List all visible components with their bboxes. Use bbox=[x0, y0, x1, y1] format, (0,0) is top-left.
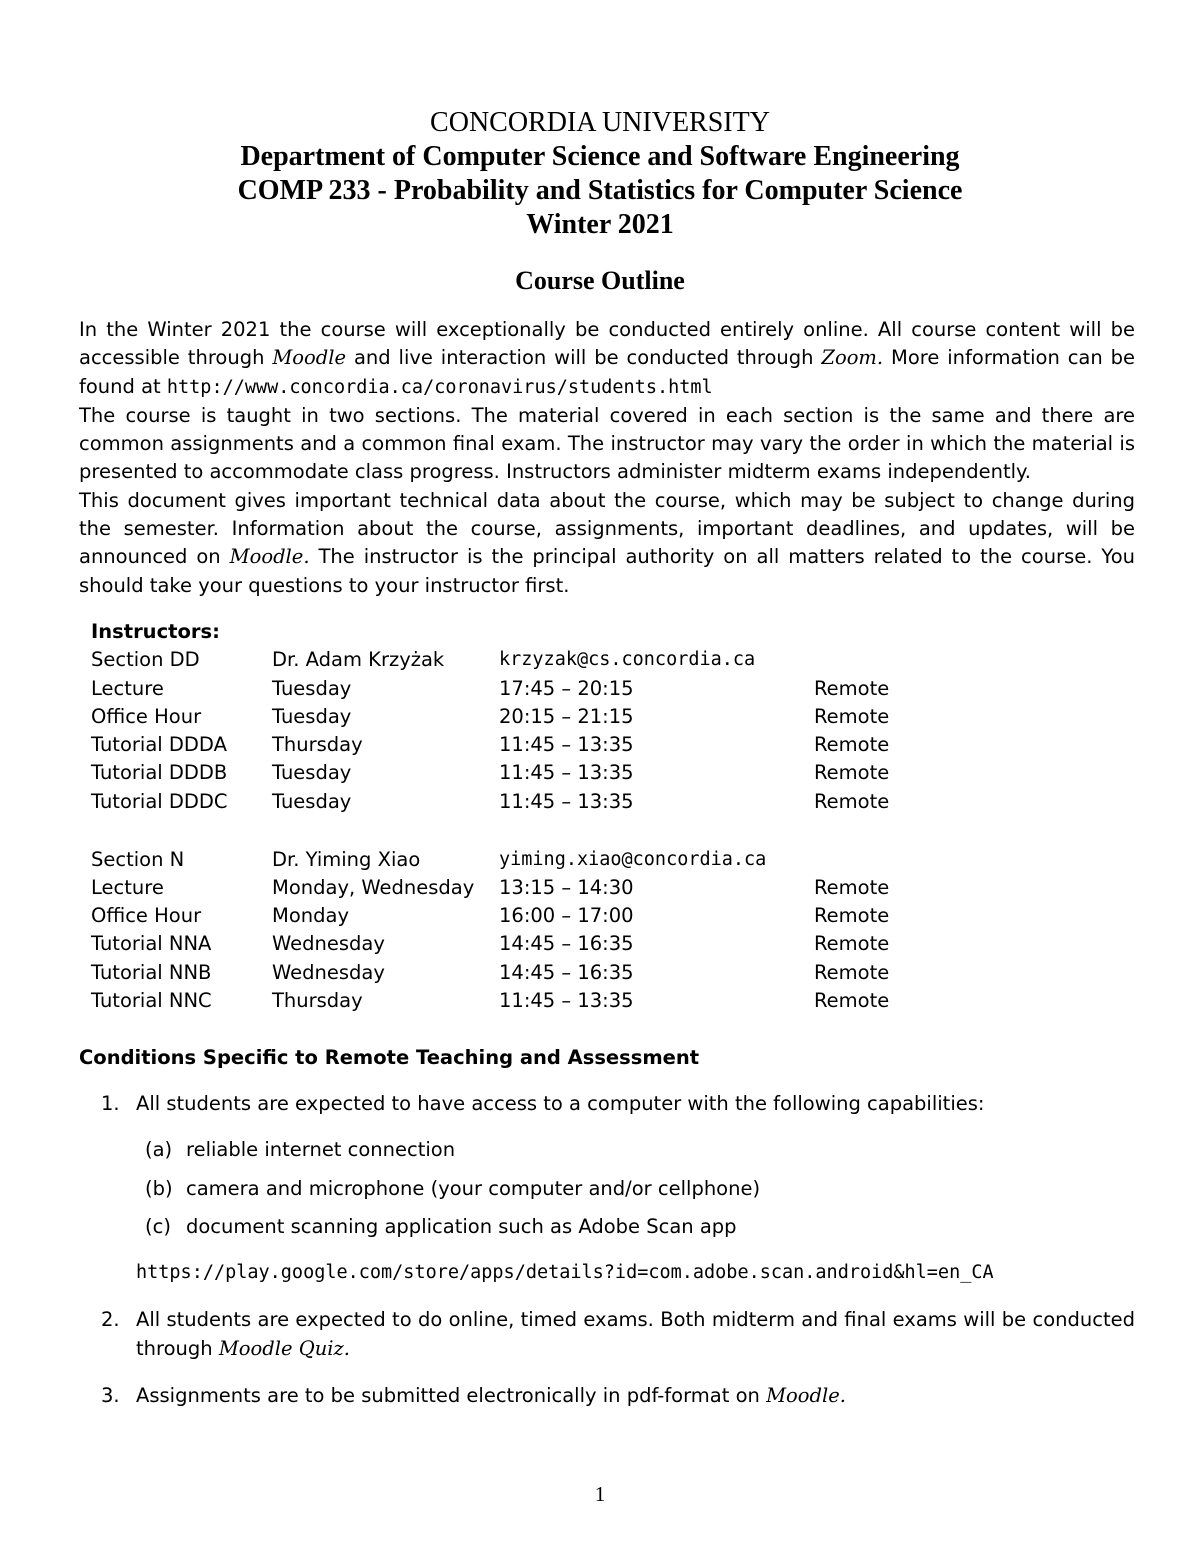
moodle-term: Moodle. bbox=[229, 545, 310, 569]
session-type: Tutorial DDDA bbox=[91, 733, 227, 757]
session-type: Tutorial NNA bbox=[91, 932, 212, 956]
empty-cell bbox=[814, 846, 914, 874]
schedule-row bbox=[91, 703, 914, 731]
session-day: Tuesday bbox=[272, 704, 352, 728]
schedule-row bbox=[91, 759, 914, 787]
moodle-term: Moodle. bbox=[766, 1384, 846, 1408]
item-number: 3. bbox=[101, 1384, 120, 1408]
session-day: Tuesday bbox=[272, 789, 352, 813]
schedule-row bbox=[91, 788, 914, 816]
moodle-quiz-term: Moodle Quiz. bbox=[218, 1336, 350, 1360]
condition-item-1 bbox=[79, 1090, 1135, 1118]
schedule-row bbox=[91, 987, 914, 1015]
section-label: Section N bbox=[91, 847, 185, 871]
term: Winter 2021 bbox=[526, 209, 674, 240]
university-name: CONCORDIA UNIVERSITY bbox=[430, 107, 770, 138]
session-time: 20:15 – 21:15 bbox=[499, 704, 634, 728]
course-title: COMP 233 - Probability and Statistics for Computer Science bbox=[237, 175, 963, 206]
session-mode: Remote bbox=[814, 733, 890, 757]
instructors-title: Instructors: bbox=[91, 620, 220, 643]
sub-text: camera and microphone (your computer and/or cellphone) bbox=[186, 1176, 761, 1200]
sub-label: (a) bbox=[145, 1138, 173, 1162]
instructor-email[interactable]: yiming.xiao@concordia.ca bbox=[499, 848, 767, 870]
page-number: 1 bbox=[594, 1482, 606, 1506]
schedule-table bbox=[91, 646, 914, 1015]
session-time: 17:45 – 20:15 bbox=[499, 676, 634, 700]
condition-item-2 bbox=[79, 1306, 1135, 1363]
intro-text: In the Winter 2021 the course will exceptionally be conducted entirely online. All course content will be accessible through bbox=[79, 318, 1135, 370]
item-text: All students are expected to do online, timed exams. Both midterm and final exams will be conducted through bbox=[136, 1308, 1135, 1360]
session-mode: Remote bbox=[814, 761, 890, 785]
schedule-row bbox=[91, 930, 914, 958]
session-time: 11:45 – 13:35 bbox=[499, 989, 634, 1013]
session-mode: Remote bbox=[814, 704, 890, 728]
sub-text: reliable internet connection bbox=[186, 1138, 456, 1162]
schedule-row bbox=[91, 731, 914, 759]
session-time: 14:45 – 16:35 bbox=[499, 960, 634, 984]
session-mode: Remote bbox=[814, 989, 890, 1013]
instructor-name: Dr. Yiming Xiao bbox=[272, 847, 421, 871]
session-day: Wednesday bbox=[272, 932, 385, 956]
intro-text: More information can be found at bbox=[79, 346, 1135, 398]
session-mode: Remote bbox=[814, 932, 890, 956]
session-time: 14:45 – 16:35 bbox=[499, 932, 634, 956]
session-type: Tutorial NNC bbox=[91, 989, 212, 1013]
coronavirus-info-link[interactable]: http://www.concordia.ca/coronavirus/students.html bbox=[166, 376, 713, 398]
capability-item bbox=[79, 1136, 1135, 1164]
item-text: Assignments are to be submitted electronically in pdf-format on bbox=[136, 1384, 767, 1408]
session-mode: Remote bbox=[814, 676, 890, 700]
empty-cell bbox=[814, 646, 914, 674]
item-text: All students are expected to have access to a computer with the following capabilities: bbox=[136, 1092, 985, 1115]
intro-section bbox=[79, 316, 1135, 600]
session-type: Lecture bbox=[91, 676, 164, 700]
intro-text: This document gives important technical data about the course, which may be subject to change during the semester. Information about the course, assignments, important deadlines, and updates, will be announced on bbox=[79, 488, 1135, 569]
session-type: Lecture bbox=[91, 875, 164, 899]
schedule-row bbox=[91, 959, 914, 987]
sub-label: (b) bbox=[145, 1176, 173, 1200]
instructors-section bbox=[91, 618, 914, 1015]
section-header-row bbox=[91, 846, 914, 874]
session-day: Thursday bbox=[272, 989, 363, 1013]
schedule-row bbox=[91, 902, 914, 930]
session-mode: Remote bbox=[814, 904, 890, 928]
schedule-row bbox=[91, 874, 914, 902]
session-day: Monday, Wednesday bbox=[272, 875, 475, 899]
conditions-list bbox=[79, 1090, 1135, 1410]
intro-paragraph-3 bbox=[79, 487, 1135, 600]
adobe-scan-link[interactable]: https://play.google.com/store/apps/details?id=com.adobe.scan.android&hl=en_CA bbox=[136, 1262, 994, 1284]
session-time: 11:45 – 13:35 bbox=[499, 761, 634, 785]
item-number: 1. bbox=[101, 1092, 120, 1115]
session-type: Tutorial NNB bbox=[91, 960, 212, 984]
schedule-row bbox=[91, 675, 914, 703]
session-day: Monday bbox=[272, 904, 349, 928]
session-type: Tutorial DDDB bbox=[91, 761, 228, 785]
session-type: Office Hour bbox=[91, 904, 202, 928]
instructor-email[interactable]: krzyzak@cs.concordia.ca bbox=[499, 649, 756, 671]
instructor-name: Dr. Adam Krzyżak bbox=[272, 648, 445, 672]
session-day: Tuesday bbox=[272, 761, 352, 785]
session-day: Thursday bbox=[272, 733, 363, 757]
session-mode: Remote bbox=[814, 789, 890, 813]
session-mode: Remote bbox=[814, 875, 890, 899]
intro-paragraph-1 bbox=[79, 316, 1135, 402]
item-number: 2. bbox=[101, 1308, 120, 1332]
condition-item-3 bbox=[79, 1382, 1135, 1410]
document-header bbox=[0, 106, 1200, 296]
sub-label: (c) bbox=[145, 1214, 171, 1238]
session-time: 11:45 – 13:35 bbox=[499, 733, 634, 757]
session-time: 11:45 – 13:35 bbox=[499, 789, 634, 813]
zoom-term: Zoom. bbox=[821, 346, 884, 370]
session-time: 16:00 – 17:00 bbox=[499, 904, 634, 928]
session-time: 13:15 – 14:30 bbox=[499, 875, 634, 899]
session-day: Tuesday bbox=[272, 676, 352, 700]
session-type: Office Hour bbox=[91, 704, 202, 728]
capability-item bbox=[79, 1213, 1135, 1241]
intro-text: The instructor is the principal authority on all matters related to the course. You should take your questions to your instructor first. bbox=[79, 545, 1135, 597]
conditions-title: Conditions Specific to Remote Teaching and Assessment bbox=[79, 1046, 700, 1069]
moodle-term: Moodle bbox=[272, 346, 347, 370]
session-mode: Remote bbox=[814, 960, 890, 984]
intro-text: and live interaction will be conducted through bbox=[346, 346, 822, 370]
sub-text: document scanning application such as Adobe Scan app bbox=[186, 1214, 737, 1238]
section-spacer bbox=[91, 816, 914, 846]
capability-item bbox=[79, 1175, 1135, 1203]
section-header-row bbox=[91, 646, 914, 674]
session-day: Wednesday bbox=[272, 960, 385, 984]
department-name: Department of Computer Science and Software Engineering bbox=[240, 141, 960, 172]
section-label: Section DD bbox=[91, 648, 200, 672]
outline-title: Course Outline bbox=[515, 266, 685, 295]
intro-paragraph-2: The course is taught in two sections. The material covered in each section is the same and there are common assignments and a common final exam. The instructor may vary the order in which the material is presented to accommodate class progress. Instructors administer midterm exams independently. bbox=[79, 403, 1135, 484]
session-type: Tutorial DDDC bbox=[91, 789, 228, 813]
